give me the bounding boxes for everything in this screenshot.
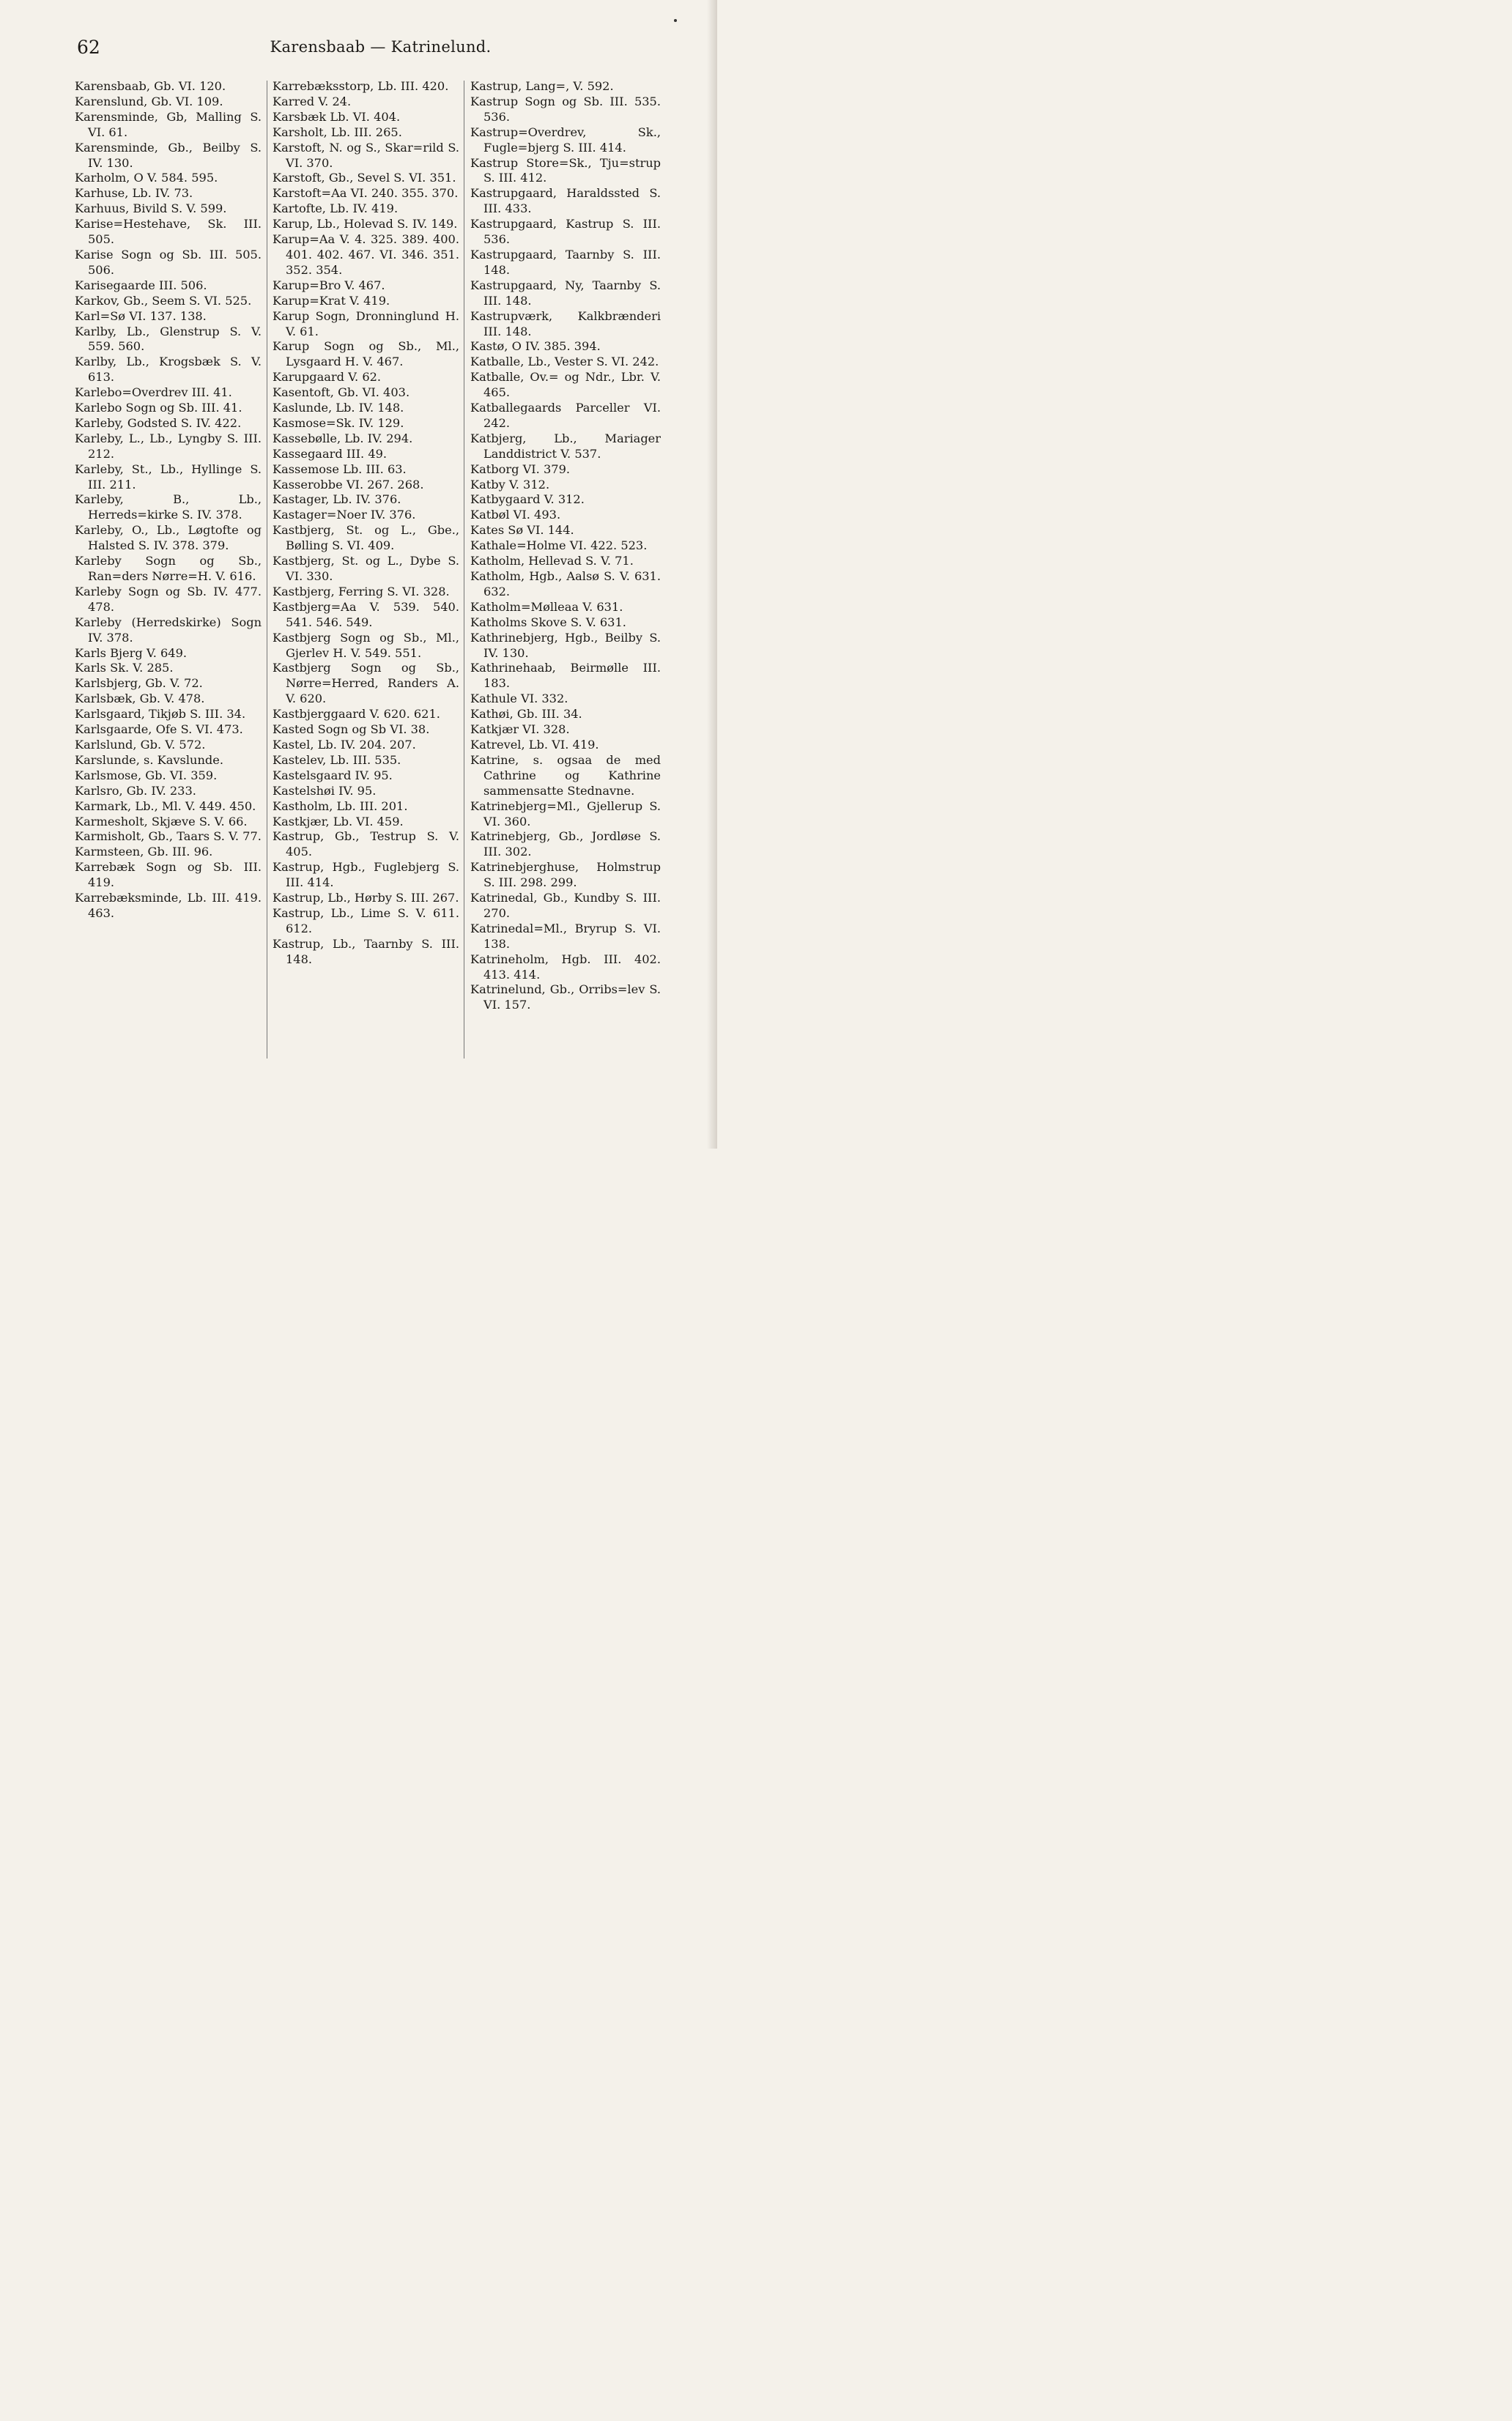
index-entry: Karsbæk Lb. VI. 404. [273, 109, 401, 124]
index-entry: Kastrup, Gb., Testrup S. V. 405. [273, 829, 459, 859]
index-entry: Karrebæk Sogn og Sb. III. 419. [75, 860, 262, 890]
index-entry: Kastrup, Lb., Hørby S. III. 267. [273, 891, 459, 905]
index-entry: Kastholm, Lb. III. 201. [273, 798, 408, 813]
index-entry: Karleby Sogn og Sb., Ran=ders Nørre=H. V. 616. [75, 554, 262, 583]
index-entry: Kathøi, Gb. III. 34. [470, 707, 582, 722]
index-entry: Karup=Krat V. 419. [273, 293, 390, 308]
index-entry: Katby V. 312. [470, 477, 550, 492]
index-entry: Karl=Sø VI. 137. 138. [75, 308, 207, 323]
index-entry: Katrinedal=Ml., Bryrup S. VI. 138. [470, 921, 661, 951]
running-head: Karensbaab — Katrinelund. [270, 38, 492, 56]
index-entry: Kastrupgaard, Haraldssted S. III. 433. [470, 186, 661, 216]
index-entry: Katbygaard V. 312. [470, 492, 585, 507]
index-entry: Katborg VI. 379. [470, 461, 571, 476]
index-entry: Kastrup, Lb., Lime S. V. 611. 612. [273, 905, 459, 935]
index-entry: Katrinedal, Gb., Kundby S. III. 270. [470, 891, 661, 920]
index-entry: Karisegaarde III. 506. [75, 278, 207, 292]
page-number: 62 [77, 37, 100, 58]
index-entry: Karise=Hestehave, Sk. III. 505. [75, 217, 262, 247]
index-entry: Kastbjerg Sogn og Sb., Ml., Gjerlev H. V. 549. 551. [273, 630, 459, 660]
index-entry: Kassebølle, Lb. IV. 294. [273, 431, 413, 445]
index-column-1 [75, 79, 262, 922]
index-entry: Karleby (Herredskirke) Sogn IV. 378. [75, 615, 262, 645]
index-entry: Karensbaab, Gb. VI. 120. [75, 79, 226, 93]
index-entry: Kaslunde, Lb. IV. 148. [273, 401, 404, 415]
index-entry: Karup Sogn og Sb., Ml., Lysgaard H. V. 467. [273, 339, 459, 369]
index-entry: Kastel, Lb. IV. 204. 207. [273, 737, 416, 752]
index-entry: Kastø, O IV. 385. 394. [470, 339, 601, 354]
index-entry: Kastbjerg, St. og L., Dybe S. VI. 330. [273, 554, 459, 583]
index-entry: Karlby, Lb., Krogsbæk S. V. 613. [75, 355, 262, 385]
index-entry: Katrinelund, Gb., Orribs=lev S. VI. 157. [470, 982, 661, 1012]
index-entry: Katrinebjerg, Gb., Jordløse S. III. 302. [470, 829, 661, 859]
index-entry: Kastager=Noer IV. 376. [273, 508, 416, 522]
index-entry: Katrevel, Lb. VI. 419. [470, 737, 599, 752]
index-entry: Kastelsgaard IV. 95. [273, 768, 393, 782]
index-entry: Kastkjær, Lb. VI. 459. [273, 814, 404, 828]
index-entry: Kathale=Holme VI. 422. 523. [470, 538, 648, 553]
index-entry: Karlsgaarde, Ofe S. VI. 473. [75, 722, 243, 737]
index-entry: Katrine, s. ogsaa de med Cathrine og Kathrine sammensatte Stednavne. [470, 752, 661, 798]
index-entry: Karmark, Lb., Ml. V. 449. 450. [75, 798, 256, 813]
index-entry: Karholm, O V. 584. 595. [75, 171, 218, 185]
index-entry: Kastrupgaard, Kastrup S. III. 536. [470, 217, 661, 247]
index-entry: Kathule VI. 332. [470, 692, 568, 706]
index-entry: Kassegaard III. 49. [273, 446, 388, 461]
index-entry: Karenslund, Gb. VI. 109. [75, 94, 223, 108]
index-entry: Katrinebjerghuse, Holmstrup S. III. 298. 299. [470, 860, 661, 890]
index-entry: Katholms Skove S. V. 631. [470, 615, 626, 629]
print-speck [674, 19, 677, 22]
index-entry: Karleby, L., Lb., Lyngby S. III. 212. [75, 431, 262, 461]
index-entry: Karensminde, Gb., Beilby S. IV. 130. [75, 140, 262, 170]
index-column-3 [470, 79, 661, 1013]
index-entry: Kastrup Sogn og Sb. III. 535. 536. [470, 94, 661, 124]
index-entry: Karstoft=Aa VI. 240. 355. 370. [273, 186, 459, 201]
index-entry: Katrinebjerg=Ml., Gjellerup S. VI. 360. [470, 798, 661, 828]
index-entry: Katbjerg, Lb., Mariager Landdistrict V. 537. [470, 431, 661, 461]
index-entry: Kastbjerg, Ferring S. VI. 328. [273, 584, 450, 598]
index-entry: Kastrup=Overdrev, Sk., Fugle=bjerg S. III. 414. [470, 125, 661, 155]
index-entry: Kasmose=Sk. IV. 129. [273, 415, 404, 430]
index-entry: Katbøl VI. 493. [470, 508, 561, 522]
index-entry: Karup=Aa V. 4. 325. 389. 400. 401. 402. 467. VI. 346. 351. 352. 354. [273, 232, 459, 277]
index-entry: Kastrupværk, Kalkbrænderi III. 148. [470, 308, 661, 338]
index-entry: Karstoft, N. og S., Skar=rild S. VI. 370. [273, 140, 459, 170]
index-entry: Kastbjerg Sogn og Sb., Nørre=Herred, Randers A. V. 620. [273, 661, 459, 706]
index-entry: Kathrinehaab, Beirmølle III. 183. [470, 661, 661, 691]
index-page [0, 0, 717, 1149]
index-entry: Karup Sogn, Dronninglund H. V. 61. [273, 308, 459, 338]
index-entry: Kastrup, Hgb., Fuglebjerg S. III. 414. [273, 860, 459, 890]
index-entry: Karise Sogn og Sb. III. 505. 506. [75, 247, 262, 277]
index-entry: Karlsgaard, Tikjøb S. III. 34. [75, 707, 246, 722]
index-entry: Karrebæksstorp, Lb. III. 420. [273, 79, 449, 93]
index-entry: Katholm=Mølleaa V. 631. [470, 599, 623, 614]
index-entry: Kastrup, Lang=, V. 592. [470, 79, 614, 93]
index-entry: Katkjær VI. 328. [470, 722, 570, 737]
index-entry: Kastelev, Lb. III. 535. [273, 752, 401, 767]
index-entry: Karred V. 24. [273, 94, 352, 108]
index-entry: Karsholt, Lb. III. 265. [273, 125, 402, 139]
index-entry: Katholm, Hgb., Aalsø S. V. 631. 632. [470, 569, 661, 598]
index-entry: Karlsro, Gb. IV. 233. [75, 783, 196, 798]
index-column-2 [273, 79, 459, 968]
index-entry: Kastbjerg, St. og L., Gbe., Bølling S. VI. 409. [273, 523, 459, 553]
index-entry: Karleby Sogn og Sb. IV. 477. 478. [75, 584, 262, 614]
index-entry: Karleby, St., Lb., Hyllinge S. III. 211. [75, 461, 262, 492]
index-entry: Karlebo Sogn og Sb. III. 41. [75, 401, 242, 415]
index-entry: Kasserobbe VI. 267. 268. [273, 477, 424, 492]
index-entry: Karmsteen, Gb. III. 96. [75, 845, 213, 859]
index-entry: Kastelshøi IV. 95. [273, 783, 377, 798]
index-entry: Kastbjerggaard V. 620. 621. [273, 707, 440, 722]
index-entry: Kassemose Lb. III. 63. [273, 461, 407, 476]
index-entry: Kartofte, Lb. IV. 419. [273, 201, 399, 216]
index-entry: Karlsmose, Gb. VI. 359. [75, 768, 218, 782]
index-entry: Karensminde, Gb, Malling S. VI. 61. [75, 109, 262, 139]
index-entry: Karrebæksminde, Lb. III. 419. 463. [75, 891, 262, 920]
index-entry: Kastbjerg=Aa V. 539. 540. 541. 546. 549. [273, 599, 459, 629]
index-entry: Karhuus, Bivild S. V. 599. [75, 201, 227, 216]
index-entry: Karlsbjerg, Gb. V. 72. [75, 676, 203, 691]
index-entry: Kates Sø VI. 144. [470, 523, 574, 538]
index-entry: Karlsbæk, Gb. V. 478. [75, 692, 205, 706]
index-entry: Karup, Lb., Holevad S. IV. 149. [273, 217, 458, 231]
index-entry: Karleby, B., Lb., Herreds=kirke S. IV. 378. [75, 492, 262, 522]
index-entry: Kastrup, Lb., Taarnby S. III. 148. [273, 936, 459, 966]
index-entry: Karleby, Godsted S. IV. 422. [75, 415, 242, 430]
index-entry: Kastrupgaard, Taarnby S. III. 148. [470, 247, 661, 277]
index-entry: Katballe, Ov.= og Ndr., Lbr. V. 465. [470, 370, 661, 400]
index-entry: Kastrup Store=Sk., Tju=strup S. III. 412. [470, 155, 661, 185]
index-entry: Katballe, Lb., Vester S. VI. 242. [470, 355, 659, 369]
page-header [77, 37, 684, 62]
index-entry: Karleby, O., Lb., Løgtofte og Halsted S. IV. 378. 379. [75, 523, 262, 553]
index-entry: Karup=Bro V. 467. [273, 278, 385, 292]
index-entry: Karupgaard V. 62. [273, 370, 382, 385]
index-entry: Kathrinebjerg, Hgb., Beilby S. IV. 130. [470, 630, 661, 660]
index-entry: Katballegaards Parceller VI. 242. [470, 401, 661, 430]
index-entry: Kastager, Lb. IV. 376. [273, 492, 401, 507]
index-entry: Kasentoft, Gb. VI. 403. [273, 385, 410, 400]
index-entry: Karstoft, Gb., Sevel S. VI. 351. [273, 171, 456, 185]
index-entry: Karls Sk. V. 285. [75, 661, 174, 675]
index-entry: Karlebo=Overdrev III. 41. [75, 385, 232, 400]
index-entry: Karhuse, Lb. IV. 73. [75, 186, 193, 201]
index-entry: Karlby, Lb., Glenstrup S. V. 559. 560. [75, 324, 262, 354]
index-entry: Katrineholm, Hgb. III. 402. 413. 414. [470, 952, 661, 982]
index-entry: Karslunde, s. Kavslunde. [75, 752, 223, 767]
index-entry: Karls Bjerg V. 649. [75, 645, 188, 660]
index-entry: Kastrupgaard, Ny, Taarnby S. III. 148. [470, 278, 661, 308]
index-entry: Karlslund, Gb. V. 572. [75, 737, 206, 752]
index-entry: Karkov, Gb., Seem S. VI. 525. [75, 293, 252, 308]
index-entry: Karmisholt, Gb., Taars S. V. 77. [75, 829, 262, 844]
index-entry: Katholm, Hellevad S. V. 71. [470, 554, 634, 568]
index-entry: Kasted Sogn og Sb VI. 38. [273, 722, 430, 737]
index-entry: Karmesholt, Skjæve S. V. 66. [75, 814, 248, 828]
page-edge-shadow [707, 0, 717, 1149]
